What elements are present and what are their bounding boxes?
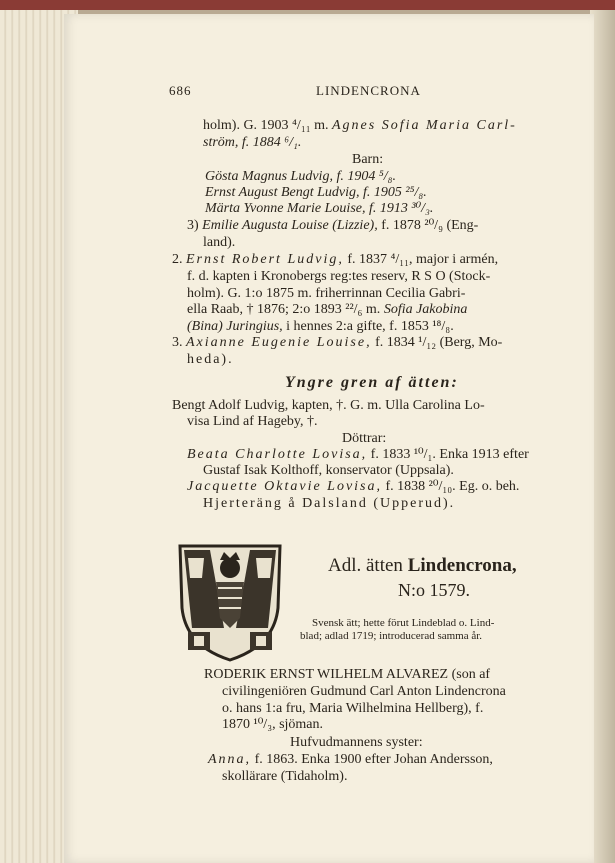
child-entry: Märta Yvonne Marie Louise, f. 1913 ³⁰/₃.: [205, 201, 434, 216]
page-number: 686: [169, 83, 192, 98]
head-line: o. hans 1:a fru, Maria Wilhelmina Hellberg), f.: [222, 701, 484, 716]
entry-line: 3) Emilie Augusta Louise (Lizzie), f. 1878 ²⁰/₉ (Eng-: [187, 218, 479, 233]
family-number: N:o 1579.: [398, 580, 470, 600]
daughters-heading: Döttrar:: [342, 431, 387, 446]
head-line: RODERIK ERNST WILHELM ALVAREZ (son af: [204, 667, 491, 682]
section-title: Yngre gren af ätten:: [285, 374, 459, 391]
entry-line: (Bina) Juringius, i hennes 2:a gifte, f. 1853 ¹⁸/₈.: [187, 319, 454, 334]
child-entry: Ernst August Bengt Ludvig, f. 1905 ²⁵/₈.: [205, 185, 427, 200]
entry-line: visa Lind af Hageby, †.: [187, 414, 318, 429]
children-heading: Barn:: [352, 152, 384, 167]
entry-line: heda).: [187, 352, 234, 367]
entry-line: f. d. kapten i Kronobergs reg:tes reserv, R S O (Stock-: [187, 269, 491, 284]
entry-line: 2. Ernst Robert Ludvig, f. 1837 ⁴/₁₁, major i armén,: [172, 252, 499, 267]
entry-line: Anna, f. 1863. Enka 1900 efter Johan Andersson,: [208, 752, 493, 767]
entry-line: ella Raab, † 1876; 2:o 1893 ²²/₆ m. Sofia Jakobina: [187, 302, 468, 317]
family-note: Svensk ätt; hette förut Lindeblad o. Lind-: [312, 617, 495, 629]
running-head: LINDENCRONA: [316, 83, 421, 98]
head-line: 1870 ¹⁰/₃, sjöman.: [222, 717, 324, 732]
head-line: civilingeniören Gudmund Carl Anton Lindencrona: [222, 684, 506, 699]
entry-line: 3. Axianne Eugenie Louise, f. 1834 ¹/₁₂ (Berg, Mo-: [172, 335, 503, 350]
sister-heading: Hufvudmannens syster:: [290, 735, 423, 750]
entry-line: land).: [203, 235, 236, 250]
entry-line: Bengt Adolf Ludvig, kapten, †. G. m. Ulla Carolina Lo-: [172, 398, 485, 413]
coat-of-arms-icon: [174, 538, 286, 664]
family-note: blad; adlad 1719; introducerad samma år.: [300, 630, 483, 642]
family-heading: Adl. ätten Lindencrona,: [328, 555, 517, 576]
entry-line: holm). G. 1:o 1875 m. friherrinnan Cecilia Gabri-: [187, 286, 466, 301]
entry-line: holm). G. 1903 ⁴/₁₁ m. Agnes Sofia Maria Carl-: [203, 118, 517, 133]
child-entry: Gösta Magnus Ludvig, f. 1904 ⁵/₈.: [205, 169, 396, 184]
entry-line: Gustaf Isak Kolthoff, konservator (Uppsala).: [203, 463, 454, 478]
entry-line: ström, f. 1884 ⁶/₁.: [203, 135, 302, 150]
entry-line: Hjerteräng å Dalsland (Upperud).: [203, 496, 456, 511]
entry-line: Beata Charlotte Lovisa, f. 1833 ¹⁰/₁. Enka 1913 efter: [187, 447, 529, 462]
entry-line: skollärare (Tidaholm).: [222, 769, 348, 784]
entry-line: Jacquette Oktavie Lovisa, f. 1838 ²⁰/₁₀. Eg. o. beh.: [187, 479, 520, 494]
